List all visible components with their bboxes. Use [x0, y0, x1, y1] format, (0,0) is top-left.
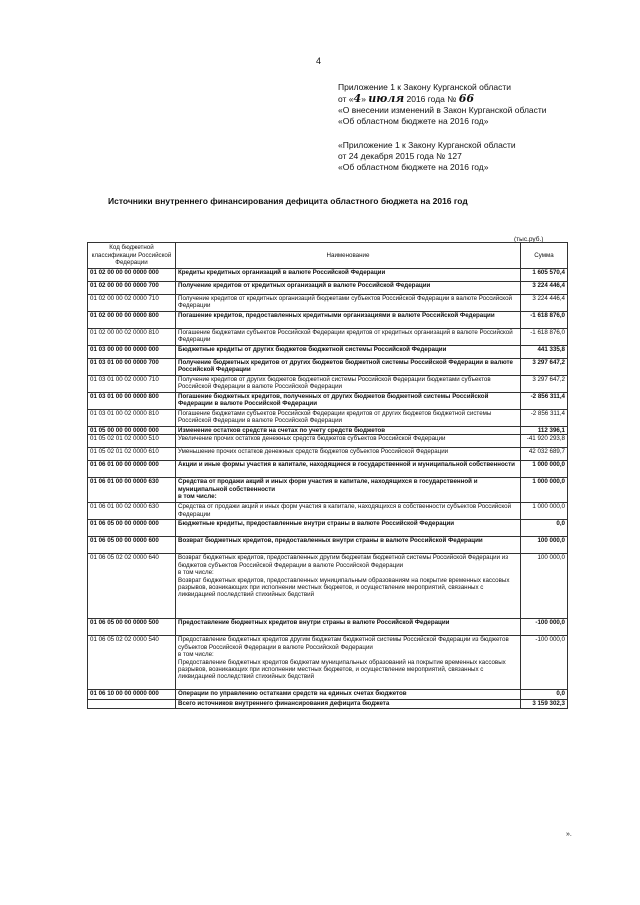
handwritten-month: июля — [368, 92, 405, 105]
table-row — [88, 554, 568, 619]
cell-code: 01 06 01 00 02 0000 630 — [88, 503, 176, 520]
cell-name: Получение кредитов от кредитных организаций в валюте Российской Федерации — [176, 282, 521, 295]
date-mid: » — [361, 94, 366, 104]
cell-sum: 3 224 446,4 — [521, 282, 568, 295]
table-row — [88, 461, 568, 478]
cell-code: 01 06 05 02 02 0000 540 — [88, 636, 176, 690]
cell-code: 01 06 05 00 00 0000 600 — [88, 537, 176, 554]
handwritten-day: 4 — [353, 92, 362, 105]
cell-name: Возврат бюджетных кредитов, предоставленных внутри страны в валюте Российской Федерации — [176, 537, 521, 554]
table-row — [88, 346, 568, 359]
closing-quote: ». — [566, 831, 572, 838]
cell-code: 01 05 02 01 02 0000 610 — [88, 448, 176, 461]
table-row — [88, 520, 568, 537]
table-row — [88, 312, 568, 329]
cell-name: Возврат бюджетных кредитов, предоставленных другим бюджетам бюджетной системы Российской Федерации из бюджетов субъектов Российской Федерации в валюте Российской Федерации в том числе: Возврат бюджетных кредитов, предоставленных муниципальным образованиям на покрытие временных кассовых разрывов, возникающих при исполнении местных бюджетов, и осуществление мероприятий, связанных с ликвидацией последствий стихийных бедствий — [176, 554, 521, 619]
table-row — [88, 636, 568, 690]
cell-code: 01 03 00 00 00 0000 000 — [88, 346, 176, 359]
date-prefix: от « — [338, 94, 354, 104]
cell-code: 01 06 10 00 00 0000 000 — [88, 690, 176, 700]
cell-sum: -100 000,0 — [521, 636, 568, 690]
table-row — [88, 478, 568, 503]
table-row — [88, 376, 568, 393]
cell-code: 01 03 01 00 02 0000 710 — [88, 376, 176, 393]
cell-sum: 3 297 647,2 — [521, 359, 568, 376]
cell-name: Бюджетные кредиты, предоставленные внутри страны в валюте Российской Федерации — [176, 520, 521, 537]
cell-sum: 100 000,0 — [521, 537, 568, 554]
cell-name: Предоставление бюджетных кредитов другим бюджетам бюджетной системы Российской Федерации из бюджетов субъектов Российской Федерации в валюте Российской Федерации в том числе: Предоставление бюджетных кредитов бюджетам муниципальных образований на покрытие временных кассовых разрывов, возникающих при исполнении местных бюджетов, и осуществление мероприятий, связанных с ликвидацией последствий стихийных бедствий — [176, 636, 521, 690]
cell-name: Получение бюджетных кредитов от других бюджетов бюджетной системы Российской Федерации в валюте Российской Федерации — [176, 359, 521, 376]
table-row — [88, 393, 568, 410]
cell-code — [88, 700, 176, 709]
cell-name: Получение кредитов от кредитных организаций бюджетами субъектов Российской Федерации в валюте Российской Федерации — [176, 295, 521, 312]
financing-sources-table — [87, 242, 568, 709]
cell-sum: 1 605 570,4 — [521, 269, 568, 282]
cell-name: Средства от продажи акций и иных форм участия в капитале, находящихся в государственной и муниципальной собственности в том числе: — [176, 478, 521, 503]
table-row — [88, 700, 568, 709]
cell-sum: 42 032 689,7 — [521, 448, 568, 461]
cell-sum: 1 000 000,0 — [521, 503, 568, 520]
cell-name: Погашение бюджетами субъектов Российской Федерации кредитов от других бюджетов бюджетной системы Российской Федерации в валюте Российской Федерации — [176, 410, 521, 427]
table-row — [88, 329, 568, 346]
cell-code: 01 02 00 00 02 0000 810 — [88, 329, 176, 346]
table-row — [88, 295, 568, 312]
table-row — [88, 427, 568, 435]
cell-code: 01 02 00 00 00 0000 700 — [88, 282, 176, 295]
cell-sum: 3 224 446,4 — [521, 295, 568, 312]
cell-code: 01 06 05 00 00 0000 500 — [88, 619, 176, 636]
cell-sum: -1 618 876,0 — [521, 329, 568, 346]
cell-sum: 3 297 647,2 — [521, 376, 568, 393]
units-label: (тыс.руб.) — [514, 236, 544, 243]
appendix-line-7: «Об областном бюджете на 2016 год» — [338, 162, 489, 172]
appendix-line-5: «Приложение 1 к Закону Курганской области — [338, 140, 516, 150]
header-code: Код бюджетной классификации Российской Федерации — [88, 243, 176, 269]
cell-sum: 1 000 000,0 — [521, 478, 568, 503]
cell-code: 01 02 00 00 00 0000 000 — [88, 269, 176, 282]
cell-sum: -1 618 876,0 — [521, 312, 568, 329]
cell-name: Операции по управлению остатками средств на единых счетах бюджетов — [176, 690, 521, 700]
cell-sum: 100 000,0 — [521, 554, 568, 619]
table-row — [88, 269, 568, 282]
cell-name: Уменьшение прочих остатков денежных средств бюджетов субъектов Российской Федерации — [176, 448, 521, 461]
header-sum: Сумма — [521, 243, 568, 269]
cell-name: Предоставление бюджетных кредитов внутри страны в валюте Российской Федерации — [176, 619, 521, 636]
handwritten-number: 66 — [458, 92, 475, 105]
cell-sum: -2 856 311,4 — [521, 410, 568, 427]
appendix-line-4: «Об областном бюджете на 2016 год» — [338, 116, 489, 126]
cell-name: Акции и иные формы участия в капитале, находящиеся в государственной и муниципальной собственности — [176, 461, 521, 478]
cell-sum: 0,0 — [521, 690, 568, 700]
cell-name: Бюджетные кредиты от других бюджетов бюджетной системы Российской Федерации — [176, 346, 521, 359]
table-row — [88, 503, 568, 520]
cell-name: Средства от продажи акций и иных форм участия в капитале, находящихся в собственности субъектов Российской Федерации — [176, 503, 521, 520]
cell-sum: 0,0 — [521, 520, 568, 537]
cell-code: 01 03 01 00 00 0000 700 — [88, 359, 176, 376]
cell-code: 01 06 01 00 00 0000 000 — [88, 461, 176, 478]
cell-name: Погашение бюджетных кредитов, полученных от других бюджетов бюджетной системы Российской Федерации в валюте Российской Федерации — [176, 393, 521, 410]
table-row — [88, 359, 568, 376]
cell-code: 01 06 05 02 02 0000 640 — [88, 554, 176, 619]
cell-sum: 3 159 302,3 — [521, 700, 568, 709]
cell-sum: 1 000 000,0 — [521, 461, 568, 478]
cell-code: 01 03 01 00 00 0000 800 — [88, 393, 176, 410]
cell-code: 01 03 01 00 02 0000 810 — [88, 410, 176, 427]
table-row — [88, 282, 568, 295]
cell-name: Получение кредитов от других бюджетов бюджетной системы Российской Федерации бюджетами субъектов Российской Федерации в валюте Российской Федерации — [176, 376, 521, 393]
cell-sum: -2 856 311,4 — [521, 393, 568, 410]
cell-code: 01 02 00 00 02 0000 710 — [88, 295, 176, 312]
appendix-date-line — [338, 93, 547, 105]
cell-name: Изменение остатков средств на счетах по учету средств бюджетов — [176, 427, 521, 435]
date-suffix: 2016 года № — [406, 94, 457, 104]
cell-code: 01 05 00 00 00 0000 000 — [88, 427, 176, 435]
cell-name: Погашение бюджетами субъектов Российской Федерации кредитов от кредитных организаций в валюте Российской Федерации — [176, 329, 521, 346]
cell-code: 01 02 00 00 00 0000 800 — [88, 312, 176, 329]
cell-name: Кредиты кредитных организаций в валюте Российской Федерации — [176, 269, 521, 282]
cell-sum: 441 335,8 — [521, 346, 568, 359]
appendix-line-1: Приложение 1 к Закону Курганской области — [338, 82, 511, 92]
table-row — [88, 435, 568, 448]
appendix-line-3: «О внесении изменений в Закон Курганской области — [338, 105, 547, 115]
page-number: 4 — [316, 56, 322, 66]
cell-code: 01 05 02 01 02 0000 510 — [88, 435, 176, 448]
cell-name: Увеличение прочих остатков денежных средств бюджетов субъектов Российской Федерации — [176, 435, 521, 448]
cell-name: Всего источников внутреннего финансирования дефицита бюджета — [176, 700, 521, 709]
cell-name: Погашение кредитов, предоставленных кредитными организациями в валюте Российской Федерации — [176, 312, 521, 329]
appendix-header — [338, 82, 547, 173]
cell-sum: 112 396,1 — [521, 427, 568, 435]
cell-code: 01 06 05 00 00 0000 000 — [88, 520, 176, 537]
table-row — [88, 410, 568, 427]
cell-sum: -41 920 293,8 — [521, 435, 568, 448]
appendix-line-6: от 24 декабря 2015 года № 127 — [338, 151, 462, 161]
cell-sum: -100 000,0 — [521, 619, 568, 636]
table-row — [88, 537, 568, 554]
table-row — [88, 619, 568, 636]
header-name: Наименование — [176, 243, 521, 269]
document-title: Источники внутреннего финансирования дефицита областного бюджета на 2016 год — [108, 196, 468, 206]
table-row — [88, 448, 568, 461]
cell-code: 01 06 01 00 00 0000 630 — [88, 478, 176, 503]
table-row — [88, 690, 568, 700]
